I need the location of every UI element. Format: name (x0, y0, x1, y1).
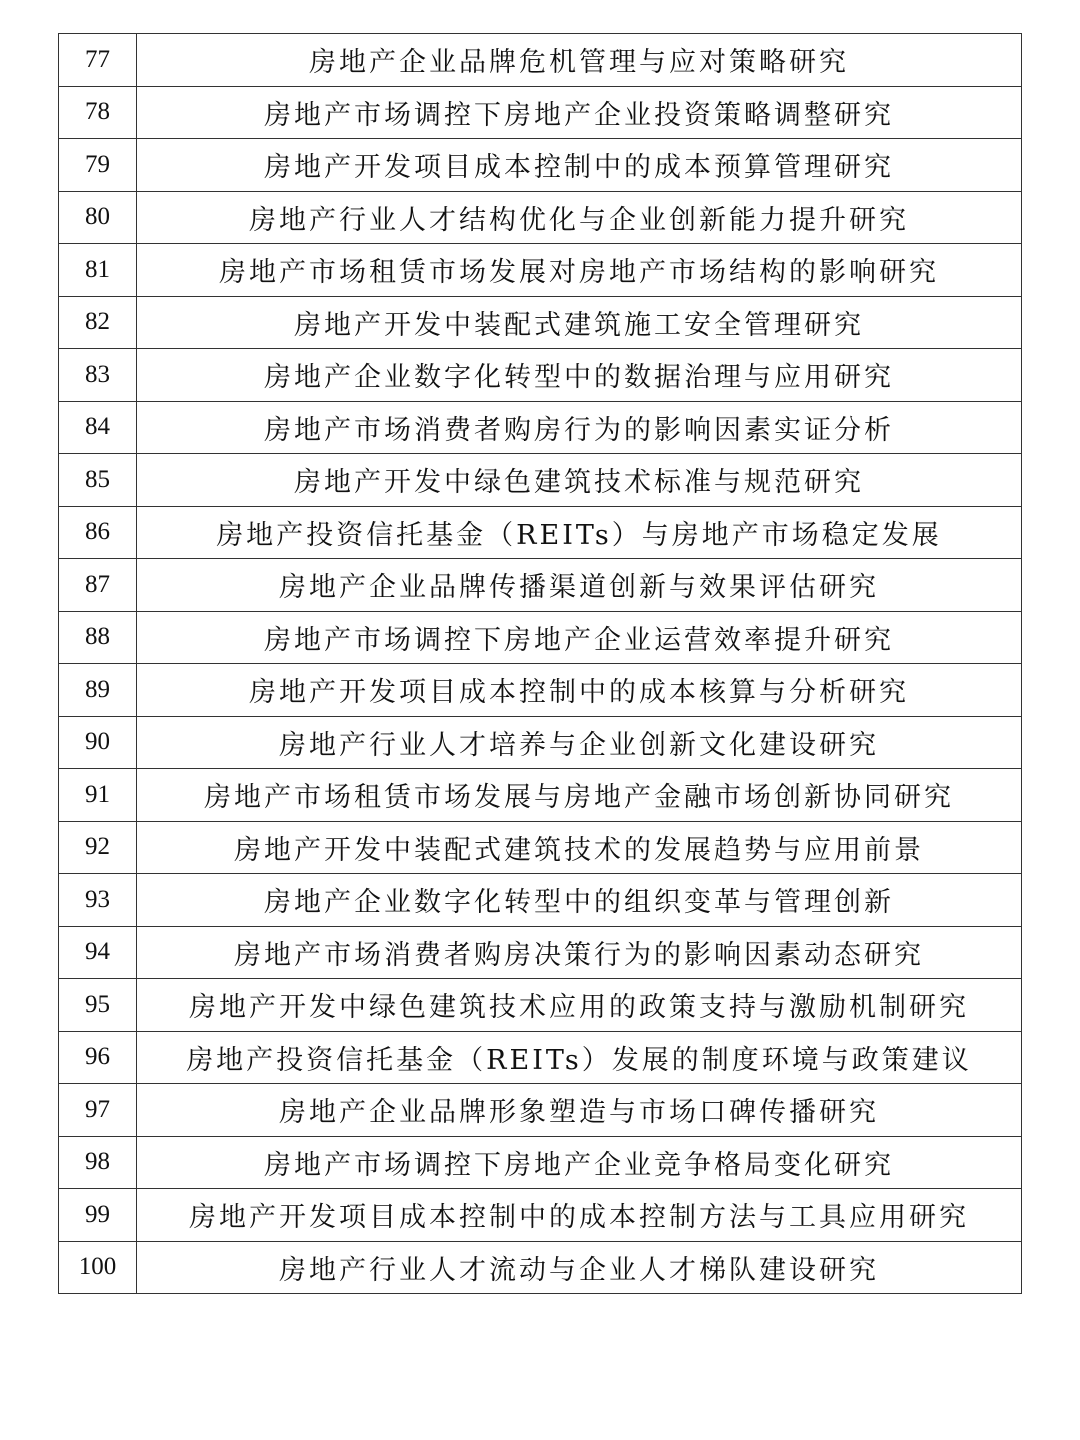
row-number: 99 (59, 1189, 137, 1242)
row-number: 91 (59, 769, 137, 822)
row-number: 83 (59, 349, 137, 402)
row-title: 房地产企业品牌传播渠道创新与效果评估研究 (137, 559, 1022, 612)
row-number: 78 (59, 86, 137, 139)
row-title: 房地产行业人才流动与企业人才梯队建设研究 (137, 1241, 1022, 1294)
table-row (59, 979, 1022, 1032)
row-title: 房地产市场租赁市场发展与房地产金融市场创新协同研究 (137, 769, 1022, 822)
table-row (59, 559, 1022, 612)
row-title: 房地产投资信托基金（REITs）与房地产市场稳定发展 (137, 506, 1022, 559)
topic-table (58, 33, 1022, 1294)
row-title: 房地产投资信托基金（REITs）发展的制度环境与政策建议 (137, 1031, 1022, 1084)
table-row (59, 1189, 1022, 1242)
row-title: 房地产市场调控下房地产企业竞争格局变化研究 (137, 1136, 1022, 1189)
row-title: 房地产开发中绿色建筑技术应用的政策支持与激励机制研究 (137, 979, 1022, 1032)
row-number: 84 (59, 401, 137, 454)
row-number: 85 (59, 454, 137, 507)
row-number: 89 (59, 664, 137, 717)
row-number: 90 (59, 716, 137, 769)
row-number: 87 (59, 559, 137, 612)
table-row (59, 86, 1022, 139)
row-number: 82 (59, 296, 137, 349)
row-title: 房地产企业品牌形象塑造与市场口碑传播研究 (137, 1084, 1022, 1137)
row-title: 房地产开发项目成本控制中的成本控制方法与工具应用研究 (137, 1189, 1022, 1242)
row-number: 92 (59, 821, 137, 874)
row-title: 房地产开发中装配式建筑技术的发展趋势与应用前景 (137, 821, 1022, 874)
row-number: 95 (59, 979, 137, 1032)
row-number: 79 (59, 139, 137, 192)
row-title: 房地产企业品牌危机管理与应对策略研究 (137, 34, 1022, 87)
row-title: 房地产行业人才培养与企业创新文化建设研究 (137, 716, 1022, 769)
table-row (59, 34, 1022, 87)
row-title: 房地产开发项目成本控制中的成本预算管理研究 (137, 139, 1022, 192)
row-number: 80 (59, 191, 137, 244)
table-row (59, 139, 1022, 192)
row-title: 房地产开发项目成本控制中的成本核算与分析研究 (137, 664, 1022, 717)
row-number: 96 (59, 1031, 137, 1084)
table-row (59, 1241, 1022, 1294)
table-row (59, 1031, 1022, 1084)
row-title: 房地产市场租赁市场发展对房地产市场结构的影响研究 (137, 244, 1022, 297)
table-row (59, 296, 1022, 349)
row-number: 86 (59, 506, 137, 559)
row-number: 93 (59, 874, 137, 927)
table-row (59, 926, 1022, 979)
table-row (59, 401, 1022, 454)
table-row (59, 1084, 1022, 1137)
row-number: 100 (59, 1241, 137, 1294)
table-row (59, 1136, 1022, 1189)
row-number: 77 (59, 34, 137, 87)
row-number: 97 (59, 1084, 137, 1137)
row-title: 房地产市场调控下房地产企业投资策略调整研究 (137, 86, 1022, 139)
row-number: 88 (59, 611, 137, 664)
table-row (59, 506, 1022, 559)
row-number: 94 (59, 926, 137, 979)
row-title: 房地产开发中装配式建筑施工安全管理研究 (137, 296, 1022, 349)
row-number: 81 (59, 244, 137, 297)
row-title: 房地产企业数字化转型中的数据治理与应用研究 (137, 349, 1022, 402)
table-row (59, 821, 1022, 874)
row-number: 98 (59, 1136, 137, 1189)
table-row (59, 664, 1022, 717)
table-row (59, 769, 1022, 822)
table-row (59, 244, 1022, 297)
row-title: 房地产企业数字化转型中的组织变革与管理创新 (137, 874, 1022, 927)
row-title: 房地产市场调控下房地产企业运营效率提升研究 (137, 611, 1022, 664)
table-row (59, 191, 1022, 244)
table-row (59, 611, 1022, 664)
row-title: 房地产市场消费者购房行为的影响因素实证分析 (137, 401, 1022, 454)
table-row (59, 454, 1022, 507)
table-row (59, 716, 1022, 769)
table-row (59, 874, 1022, 927)
row-title: 房地产市场消费者购房决策行为的影响因素动态研究 (137, 926, 1022, 979)
row-title: 房地产开发中绿色建筑技术标准与规范研究 (137, 454, 1022, 507)
table-row (59, 349, 1022, 402)
row-title: 房地产行业人才结构优化与企业创新能力提升研究 (137, 191, 1022, 244)
